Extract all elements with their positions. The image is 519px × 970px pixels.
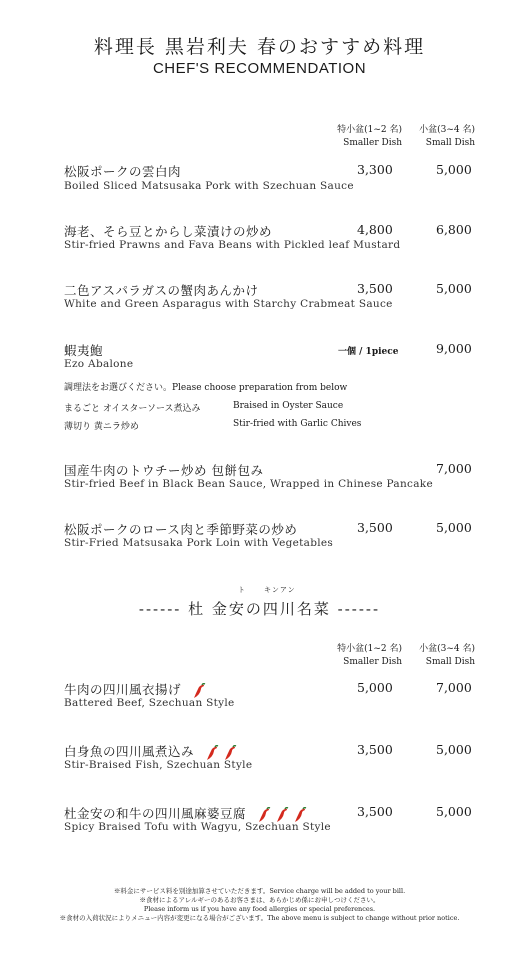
price-small: 5,000 bbox=[436, 162, 472, 177]
dish-name-jp-text: 牛肉の四川風衣揚げ bbox=[64, 682, 182, 697]
ruby-kinan: キンアン bbox=[264, 586, 296, 594]
dish-name-en: Boiled Sliced Matsusaka Pork with Szechuan Sauce bbox=[64, 180, 354, 192]
ruby-to: ト bbox=[238, 586, 246, 594]
price-smaller: 3,500 bbox=[357, 281, 393, 296]
col-header-smaller bbox=[337, 124, 402, 150]
price-small: 5,000 bbox=[436, 520, 472, 535]
col-small-en: Small Dish bbox=[425, 138, 475, 148]
dish-name-jp: 国産牛肉のトウチー炒め 包餅包み bbox=[64, 463, 264, 478]
dish-name-en: Ezo Abalone bbox=[64, 358, 134, 370]
dish-name-jp: 蝦夷鮑 bbox=[64, 343, 104, 358]
col-small-en: Small Dish bbox=[425, 657, 475, 667]
dish-name-jp: 二色アスパラガスの蟹肉あんかけ bbox=[64, 283, 259, 298]
col-header-smaller bbox=[337, 643, 402, 669]
dish-name-jp bbox=[64, 804, 307, 823]
price-small: 6,800 bbox=[436, 222, 472, 237]
footer-note: Please inform us if you have any food allergies or special preferences. bbox=[143, 905, 376, 913]
spice-level bbox=[257, 806, 308, 821]
preparation-note: 調理法をお選びください。Please choose preparation from below bbox=[64, 383, 348, 393]
price-smaller: 4,800 bbox=[357, 222, 393, 237]
section-title: ------ 杜 金安の四川名菜 ------ bbox=[138, 600, 381, 618]
prep-option-jp: 薄切り 黄ニラ炒め bbox=[64, 422, 139, 432]
prep-option-jp: まるごと オイスターソース煮込み bbox=[64, 404, 201, 414]
price-small: 5,000 bbox=[436, 281, 472, 296]
price-small: 7,000 bbox=[436, 680, 472, 695]
price-smaller: 3,500 bbox=[357, 520, 393, 535]
col-small-jp: 小盆(3~4 名) bbox=[419, 644, 475, 654]
prep-option-en: Stir-fried with Garlic Chives bbox=[233, 419, 362, 429]
col-smaller-en: Smaller Dish bbox=[343, 138, 402, 148]
spice-level bbox=[205, 744, 237, 759]
dish-name-en: Battered Beef, Szechuan Style bbox=[64, 697, 235, 709]
prep-option-en: Braised in Oyster Sauce bbox=[233, 401, 344, 411]
price-small: 5,000 bbox=[436, 804, 472, 819]
dish-name-jp: 松阪ポークのロース肉と季節野菜の炒め bbox=[64, 522, 298, 537]
per-piece-label: 一個 / 1piece bbox=[338, 347, 399, 357]
price-smaller: 5,000 bbox=[357, 680, 393, 695]
dish-name-en: Spicy Braised Tofu with Wagyu, Szechuan Style bbox=[64, 821, 331, 833]
dish-name-jp-text: 白身魚の四川風煮込み bbox=[64, 744, 195, 759]
col-smaller-jp: 特小盆(1~2 名) bbox=[337, 644, 402, 654]
dish-name-en: Stir-fried Prawns and Fava Beans with Pickled leaf Mustard bbox=[64, 239, 401, 251]
footer-note: ※食材の入荷状況によりメニュー内容が変更になる場合がございます。The above menu is subject to change without prior notice. bbox=[59, 914, 460, 922]
col-smaller-en: Smaller Dish bbox=[343, 657, 402, 667]
price-smaller: 3,300 bbox=[357, 162, 393, 177]
dish-name-jp bbox=[64, 742, 237, 761]
col-header-small bbox=[419, 643, 475, 669]
col-small-jp: 小盆(3~4 名) bbox=[419, 125, 475, 135]
dish-name-en: White and Green Asparagus with Starchy Crabmeat Sauce bbox=[64, 298, 393, 310]
price-small: 5,000 bbox=[436, 742, 472, 757]
page-title-jp: 料理長 黒岩利夫 春のおすすめ料理 bbox=[93, 36, 426, 58]
dish-name-jp: 海老、そら豆とからし菜漬けの炒め bbox=[64, 224, 273, 239]
dish-name-en: Stir-fried Beef in Black Bean Sauce, Wrapped in Chinese Pancake bbox=[64, 478, 433, 490]
footer-note: ※料金にサービス料を別途加算させていただきます。Service charge will be added to your bill. bbox=[113, 887, 406, 895]
price-smaller: 3,500 bbox=[357, 742, 393, 757]
col-header-small bbox=[419, 124, 475, 150]
dish-name-jp bbox=[64, 680, 206, 699]
dish-name-en: Stir-Fried Matsusaka Pork Loin with Vegetables bbox=[64, 537, 334, 549]
page-title-en: CHEF'S RECOMMENDATION bbox=[152, 60, 367, 77]
dish-name-jp: 松阪ポークの雲白肉 bbox=[64, 164, 182, 179]
dish-name-en: Stir-Braised Fish, Szechuan Style bbox=[64, 759, 253, 771]
dish-name-jp-text: 杜金安の和牛の四川風麻婆豆腐 bbox=[64, 806, 247, 821]
price-smaller: 3,500 bbox=[357, 804, 393, 819]
price-small: 9,000 bbox=[436, 341, 472, 356]
spice-level bbox=[192, 682, 206, 697]
col-smaller-jp: 特小盆(1~2 名) bbox=[337, 125, 402, 135]
price-small: 7,000 bbox=[436, 461, 472, 476]
footer-note: ※食材によるアレルギーのあるお客さまは、あらかじめ係にお申しつけください。 bbox=[139, 896, 380, 904]
